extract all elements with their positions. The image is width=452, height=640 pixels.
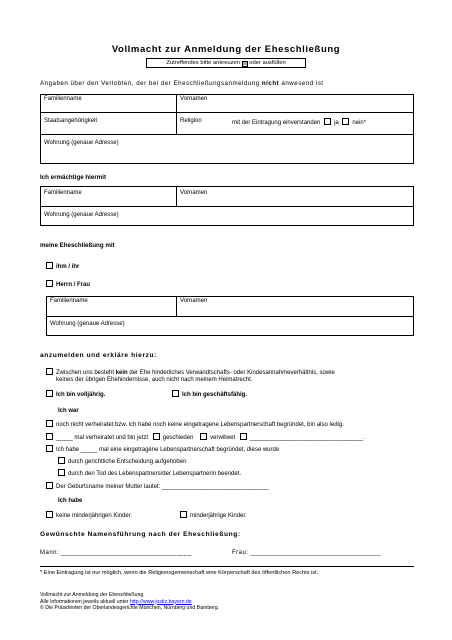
geschaeftsfaehig-label: Ich bin geschäftsfähig. <box>182 392 248 398</box>
verheiratet-checkbox[interactable] <box>46 433 53 440</box>
zwischen-checkbox[interactable] <box>46 368 53 375</box>
geschaeftsfaehig-row <box>172 390 247 398</box>
intro-text-nicht: nicht <box>261 80 280 87</box>
volljaehrig-label: Ich bin volljährig. <box>56 392 106 398</box>
footer-line-1: Vollmacht zur Anmeldung der Eheschließung. <box>40 592 145 598</box>
minder-kinder-row <box>180 511 247 519</box>
table-divider <box>40 134 414 135</box>
other-status-checkbox[interactable] <box>240 433 247 440</box>
volljaehrig-checkbox[interactable] <box>46 390 53 397</box>
footer-line-2-text: Alle Informationen jeweils aktuell unter <box>40 598 130 605</box>
hint-text-after: oder ausfüllen <box>249 60 286 66</box>
fiance-table <box>40 94 414 164</box>
familienname-field[interactable]: Familienname <box>44 96 82 102</box>
ihm-ihr-checkbox[interactable] <box>46 262 53 269</box>
table-divider <box>176 94 177 134</box>
religion-field[interactable]: Religion <box>180 118 202 124</box>
geschaeftsfaehig-checkbox[interactable] <box>172 390 179 397</box>
zwischen-row <box>46 368 335 376</box>
nein-label: nein* <box>352 120 367 126</box>
zwischen-row-2: keines der übrigen Ehehindernisse, auch nicht nach meinem Heimatrecht. <box>56 377 253 383</box>
ledig-row <box>46 420 344 428</box>
instruction-hint <box>146 58 306 68</box>
lebenspartnerschaft-row <box>46 445 279 453</box>
table-divider <box>176 296 177 316</box>
nein-checkbox[interactable] <box>342 118 349 125</box>
tod-label: durch den Tod des Lebenspartners/der Lebenspartnerin beendet. <box>68 471 242 477</box>
keine-kinder-checkbox[interactable] <box>46 511 53 518</box>
wohnung-field[interactable]: Wohnung (genaue Adresse) <box>44 140 119 146</box>
familienname-field-3[interactable]: Familienname <box>50 298 88 304</box>
table-divider <box>40 112 414 113</box>
gericht-checkbox[interactable] <box>58 457 65 464</box>
footnote: * Eine Eintragung ist nur möglich, wenn die Religionsgemeinschaft eine Körperschaft des öffentlichen Rechts ist. <box>40 570 319 576</box>
table-divider <box>40 206 414 207</box>
keine-kinder-row <box>46 511 132 519</box>
verheiratet-row <box>46 433 365 441</box>
ledig-checkbox[interactable] <box>46 420 53 427</box>
checked-box-icon: ☒ <box>242 61 248 67</box>
verwitwet-label: verwitwet <box>210 435 236 441</box>
vornamen-field[interactable]: Vornamen <box>180 96 208 102</box>
gericht-row <box>58 457 186 465</box>
geschieden-checkbox[interactable] <box>153 433 160 440</box>
vornamen-field-2[interactable]: Vornamen <box>180 190 208 196</box>
option-ihm-ihr <box>46 262 79 270</box>
zwischen-kein: kein <box>115 370 128 376</box>
table-divider <box>176 186 177 206</box>
verheiratet-label: _____ mal verheiratet und bin jetzt <box>56 435 149 441</box>
zwischen-text-b: der Ehe hinderliches Verwandtschafts- oder Kindesannahmeverhältnis, sowie <box>127 370 335 376</box>
table-divider <box>46 316 414 317</box>
intro-text-2: Eheschließungsanmeldung <box>173 80 262 87</box>
geschieden-label: geschieden <box>162 435 194 441</box>
gericht-label: durch gerichtliche Entscheidung aufgehoben <box>68 459 187 465</box>
wohnung-field-2[interactable]: Wohnung (genaue Adresse) <box>44 212 119 218</box>
vornamen-field-3[interactable]: Vornamen <box>180 298 208 304</box>
ich-war-heading: Ich war <box>58 408 79 414</box>
anzumelden-heading: anzumelden und erkläre hierzu: <box>40 352 157 359</box>
ledig-label: noch nicht verheiratet bzw. ich habe noch keine eingetragene Lebenspartnerschaft begründet, bin also ledig. <box>56 422 344 428</box>
ja-label: ja <box>334 120 339 126</box>
page-title: Vollmacht zur Anmeldung der Eheschließung <box>111 44 341 55</box>
option-herrn-frau <box>46 280 90 288</box>
volljaehrig-row <box>46 390 105 398</box>
lebenspartnerschaft-checkbox[interactable] <box>46 445 53 452</box>
verwitwet-checkbox[interactable] <box>200 433 207 440</box>
mann-field[interactable]: Mann: __________________________________ <box>40 550 192 556</box>
footnote-divider <box>40 566 414 567</box>
tod-row <box>58 469 241 477</box>
meine-heading: meine Eheschließung mit <box>40 242 115 249</box>
footer-line-3: © Die Präsidenten der Oberlandesgerichte München, Nürnberg und Bamberg. <box>40 605 220 611</box>
geburtsname-checkbox[interactable] <box>46 482 53 489</box>
frau-field[interactable]: Frau: __________________________________ <box>232 550 382 556</box>
ich-habe-heading: Ich habe <box>58 498 83 504</box>
justiz-link[interactable]: http://www.justiz.bayern.de <box>129 598 192 605</box>
footer <box>40 592 219 612</box>
namensfuehrung-heading: Gewünschte Namensführung nach der Eheschließung: <box>40 531 241 538</box>
hint-text-before: Zutreffendes bitte ankreuzen <box>166 60 241 66</box>
minder-kinder-label: minderjährige Kinder. <box>190 513 247 519</box>
keine-kinder-label: keine minderjährigen Kinder. <box>56 513 133 519</box>
other-status-field[interactable]: __________________________________. <box>249 435 365 441</box>
minder-kinder-checkbox[interactable] <box>180 511 187 518</box>
herrn-frau-label: Herrn / Frau <box>56 282 91 288</box>
zwischen-text-a: Zwischen uns besteht <box>56 370 116 376</box>
tod-checkbox[interactable] <box>58 469 65 476</box>
intro-text-4: anwesend ist <box>279 80 324 87</box>
lebenspartnerschaft-label: Ich habe _____ mal eine eingetragene Lebenspartnerschaft begründet, diese wurde <box>56 447 280 453</box>
einverstanden-group <box>232 118 366 126</box>
staatsangehoerigkeit-field[interactable]: Staatsangehörigkeit <box>44 118 98 124</box>
herrn-frau-checkbox[interactable] <box>46 280 53 287</box>
intro-line <box>40 80 324 87</box>
ermaechtige-heading: Ich ermächtige hiermit <box>40 174 107 181</box>
ihm-ihr-label: ihm / ihr <box>56 264 80 270</box>
geburtsname-row <box>46 482 269 490</box>
einverstanden-label: mit der Eintragung einverstanden <box>232 120 321 126</box>
wohnung-field-3[interactable]: Wohnung (genaue Adresse) <box>50 321 125 327</box>
intro-text-1: Angaben über den Verlobten, der bei der <box>40 80 174 87</box>
geburtsname-field[interactable]: Der Geburtsname meiner Mutter lautet: ________________________________ <box>56 484 269 490</box>
ja-checkbox[interactable] <box>324 118 331 125</box>
familienname-field-2[interactable]: Familienname <box>44 190 82 196</box>
